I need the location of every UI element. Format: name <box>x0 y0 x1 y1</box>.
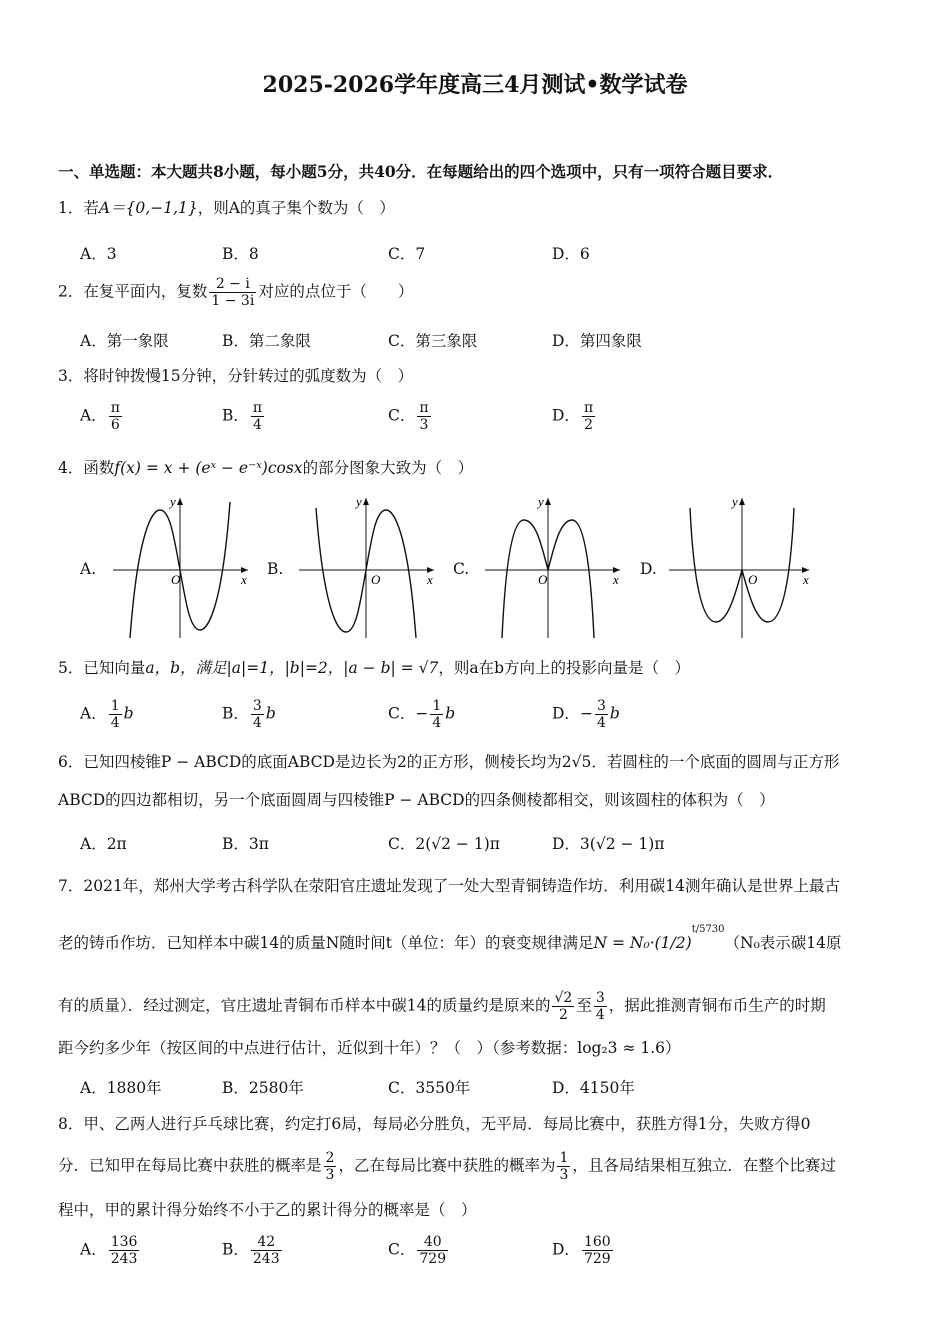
q6-option-a[interactable]: A．2π <box>80 835 127 853</box>
q4-option-b-label[interactable]: B. <box>267 560 284 578</box>
q5-stem-a: 5．已知向量 <box>58 659 146 677</box>
q5-option-b[interactable]: B． $\frac{3}{4}$ b <box>222 698 276 731</box>
q8-option-a[interactable]: A． $\frac{136}{243}$ <box>80 1234 138 1267</box>
question-2 <box>58 276 413 309</box>
q2-stem-b: 对应的点位于（ ） <box>258 282 414 301</box>
page-title: 2025-2026学年度高三4月测试•数学试卷 <box>262 72 688 98</box>
q7-option-d[interactable]: D．4150年 <box>552 1079 635 1097</box>
q4-graph-d[interactable] <box>664 492 814 640</box>
q1-stem-b: ，则A的真子集个数为（ ） <box>197 199 395 217</box>
q4-graph-b[interactable] <box>294 492 439 640</box>
q4-stem-b: 的部分图象大致为（ ） <box>302 459 474 477</box>
q5-option-c[interactable]: C．− $\frac{1}{4}$ b <box>388 698 456 731</box>
svg-text:O: O <box>538 572 548 587</box>
svg-text:O: O <box>171 572 181 587</box>
svg-text:x: x <box>427 572 433 587</box>
q4-math: f(x) = x + (eˣ − e⁻ˣ)cosx <box>114 459 303 477</box>
q7-option-c[interactable]: C．3550年 <box>388 1079 471 1097</box>
question-7-line-2: 老的铸币作坊．已知样本中碳14的质量N随时间t（单位：年）的衰变规律满足$N = N_0\cdot(1/2)^{t/5730}(N_0$表示碳14原 <box>58 924 842 953</box>
q8-option-d[interactable]: D． $\frac{160}{729}$ <box>552 1234 611 1267</box>
question-1 <box>58 198 395 218</box>
q2-fraction: $\frac{2 - i}{1 - 3i}$ <box>211 276 255 309</box>
q7-option-b[interactable]: B．2580年 <box>222 1079 304 1097</box>
q7-formula: N = N₀·(1/2) <box>593 934 692 953</box>
q7-exponent: t/5730 <box>691 924 725 935</box>
svg-text:y: y <box>356 494 362 509</box>
q2-option-c[interactable]: C．第三象限 <box>388 332 478 350</box>
svg-text:y: y <box>538 494 544 509</box>
q4-option-a-label[interactable]: A. <box>80 560 97 578</box>
q5-option-d[interactable]: D．− $\frac{3}{4}$ b <box>552 698 620 731</box>
q1-option-b[interactable]: B．8 <box>222 245 259 263</box>
question-5 <box>58 658 690 678</box>
question-7-line-1: 7．2021年，郑州大学考古科学队在荥阳官庄遗址发现了一处大型青铜铸造作坊．利用碳14测年确认是世界上最古 <box>58 877 841 895</box>
svg-text:O: O <box>748 572 758 587</box>
q1-option-c[interactable]: C．7 <box>388 245 426 263</box>
question-4 <box>58 458 473 478</box>
q6-option-c[interactable]: C．2(√2 − 1)π <box>388 835 500 853</box>
q3-option-d[interactable]: D． $\frac{\pi}{2}$ <box>552 400 594 433</box>
question-7-line-4: 距今约多少年（按区间的中点进行估计，近似到十年）？（ ）（参考数据：log₂3 ≈ 1.6） <box>58 1039 681 1057</box>
svg-text:O: O <box>371 572 381 587</box>
q4-option-d-label[interactable]: D. <box>640 560 657 578</box>
q3-option-c[interactable]: C． $\frac{\pi}{3}$ <box>388 400 429 433</box>
q5-option-a[interactable]: A． $\frac{1}{4}$ b <box>80 698 134 731</box>
q4-graph-a[interactable] <box>108 492 253 640</box>
svg-text:y: y <box>170 494 176 509</box>
question-3: 3．将时钟拨慢15分钟，分针转过的弧度数为（ ） <box>58 367 414 385</box>
svg-text:x: x <box>241 572 247 587</box>
q1-option-d[interactable]: D．6 <box>552 245 590 263</box>
q1-math: A＝{0,−1,1} <box>98 199 198 217</box>
question-8-line-2: 分．已知甲在每局比赛中获胜的概率是 $\frac{2}{3}$ ，乙在每局比赛中获胜的概率为 $\frac{1}{3}$ ，且各局结果相互独立．在整个比赛过 <box>58 1150 836 1183</box>
q6-option-b[interactable]: B．3π <box>222 835 269 853</box>
question-6-line-1: 6．已知四棱锥P − ABCD的底面ABCD是边长为2的正方形，侧棱长均为2√5．若圆柱的一个底面的圆周与正方形 <box>58 753 840 771</box>
q3-option-a[interactable]: A． $\frac{\pi}{6}$ <box>80 400 120 433</box>
q4-graph-c[interactable] <box>480 492 625 640</box>
q2-option-a[interactable]: A．第一象限 <box>80 332 169 350</box>
q2-stem-a: 2．在复平面内，复数 <box>58 282 208 301</box>
q5-stem-b: ，则a在b方向上的投影向量是（ ） <box>438 659 690 677</box>
q1-stem-a: 1．若 <box>58 199 99 217</box>
q4-option-c-label[interactable]: C. <box>453 560 470 578</box>
q2-option-b[interactable]: B．第二象限 <box>222 332 311 350</box>
svg-text:x: x <box>613 572 619 587</box>
q3-option-b[interactable]: B． $\frac{\pi}{4}$ <box>222 400 263 433</box>
q6-option-d[interactable]: D．3(√2 − 1)π <box>552 835 665 853</box>
svg-text:y: y <box>732 494 738 509</box>
question-7-line-3: 有的质量）．经过测定，官庄遗址青铜布币样本中碳14的质量约是原来的 $\frac{√2}{2}$ 至 $\frac{3}{4}$ ，据此推测青铜布币生产的时期 <box>58 990 826 1023</box>
q4-stem-a: 4．函数 <box>58 459 115 477</box>
q1-option-a[interactable]: A．3 <box>80 245 117 263</box>
q2-option-d[interactable]: D．第四象限 <box>552 332 642 350</box>
question-6-line-2: ABCD的四边都相切，另一个底面圆周与四棱锥P − ABCD的四条侧棱都相交，则该圆柱的体积为（ ） <box>58 791 775 809</box>
q8-option-c[interactable]: C． $\frac{40}{729}$ <box>388 1234 447 1267</box>
question-8-line-3: 程中，甲的累计得分始终不小于乙的累计得分的概率是（ ） <box>58 1201 477 1219</box>
q8-option-b[interactable]: B． $\frac{42}{243}$ <box>222 1234 280 1267</box>
question-8-line-1: 8．甲、乙两人进行乒乓球比赛，约定打6局，每局必分胜负，无平局．每局比赛中，获胜方得1分，失败方得0 <box>58 1115 811 1133</box>
svg-text:x: x <box>803 572 809 587</box>
section-heading: 一、单选题：本大题共8小题，每小题5分，共40分．在每题给出的四个选项中，只有一项符合题目要求． <box>58 162 784 181</box>
q7-option-a[interactable]: A．1880年 <box>80 1079 162 1097</box>
q5-vectors: a，b，满足|a|=1，|b|=2，|a − b| = √7 <box>145 659 439 677</box>
